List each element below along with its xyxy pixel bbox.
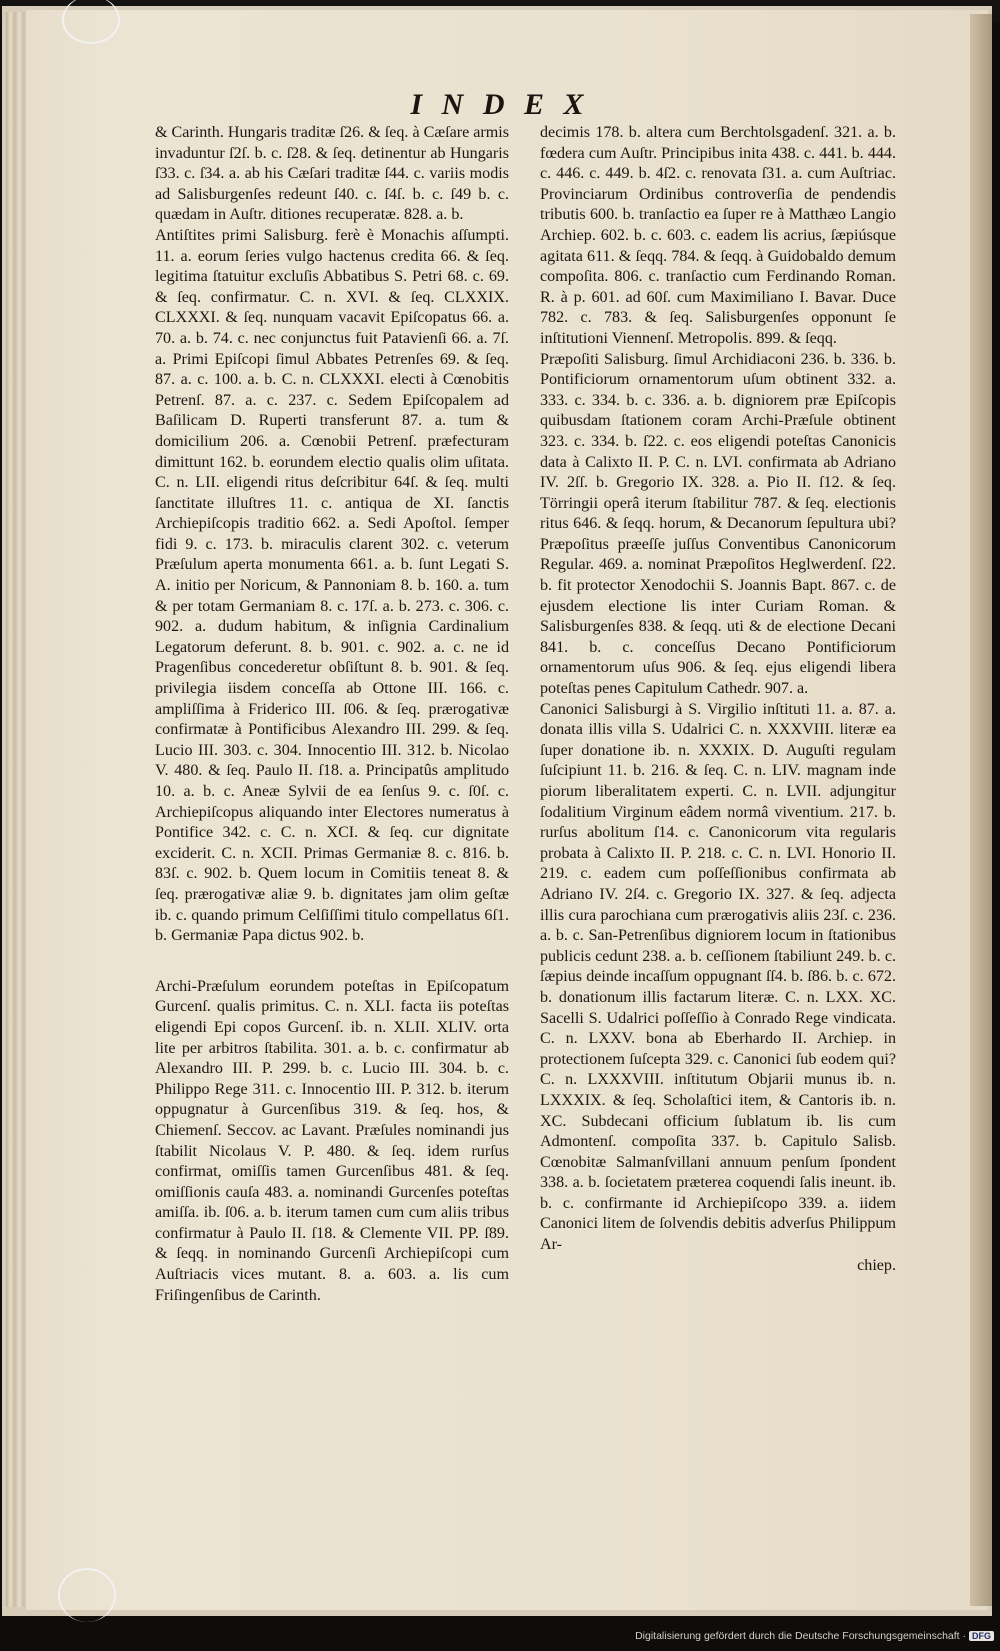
- left-column: [155, 123, 509, 1306]
- footer-text: Digitalisierung gefördert durch die Deutsche Forschungsgemeinschaft ·: [635, 1630, 966, 1642]
- dfg-logo: DFG: [969, 1631, 994, 1641]
- page-header: I N D E X: [410, 88, 590, 121]
- index-entry: & Carinth. Hungaris traditæ ſ26. & ſeq. à Cæſare armis invaduntur ſ2ſ. b. c. ſ28. & ſeq. detinentur ab Hungaris ſ33. c. ſ34. a. ab his Cæſari traditæ ſ44. c. variis modis ad Salisburgenſes redeunt ſ40. c. ſ4ſ. b. c. ſ49 b. c. quædam in Auſtr. ditiones recuperatæ. 828. a. b.: [155, 124, 509, 224]
- right-column: [540, 123, 896, 1276]
- catchword: chiep.: [857, 1256, 896, 1274]
- index-entry: decimis 178. b. altera cum Berchtolsgadenſ. 321. a. b. fœdera cum Auſtr. Principibus inita 438. c. 441. b. 444. c. 446. c. 449. b. 4ſ2. c. renovata ſ31. a. cum Auſtriac. Provinciarum Ordinibus controverſia de pendendis tributis 600. b. tranſactio ea ſuper re à Matthæo Langio Archiep. 602. b. c. 603. c. eadem lis acrius, ſæpiúsque agitata 611. & ſeqq. 784. & ſeqq. à Guidobaldo demum compoſita. 806. c. tranſactio cum Ferdinando Roman. R. à p. 601. ad 60ſ. cum Maximiliano I. Bavar. Duce 782. c. 783. & ſeq. Salisburgenſes opponunt ſe inſtitutioni Viennenſ. Metropolis. 899. & ſeqq.: [540, 124, 896, 347]
- page-stack-edge: [6, 12, 28, 1607]
- index-entry: Præpoſiti Salisburg. ſimul Archidiaconi 236. b. 336. b. Pontificiorum ornamentorum uſum obtinent 332. a. 333. c. 334. b. c. 336. a. b. digniorem præ Epiſcopis quibusdam ſtationem coram Archi-Præſule obtinent 323. c. 334. b. ſ22. c. eos eligendi poteſtas Canonicis data à Calixto II. P. C. n. LVI. confirmata ab Adriano IV. 2ſſ. b. Gregorio IX. 328. a. Pio II. ſ12. & ſeq. Törringii operâ iterum ſtabilitur 787. & ſeq. electionis ritus 646. & ſeqq. horum, & Decanorum ſepultura ubi? Præpoſitus præeſſe juſſus Conventibus Canonicorum Regular. 469. a. nominat Præpoſitos Heglwerdenſ. ſ22. b. fit protector Xenodochii S. Joannis Bapt. 867. c. de ejusdem electione lis inter Curiam Roman. & Salisburgenſes 838. & ſeqq. uti & de electione Decani 841. b. c. conceſſus Decano Pontificiorum ornamentorum uſus 906. & ſeq. ejus eligendi libera poteſtas penes Capitulum Cathedr. 907. a.: [540, 350, 896, 698]
- index-entry: Archi-Præſulum eorundem poteſtas in Epiſcopatum Gurcenſ. qualis primitus. C. n. XLI. facta iis poteſtas eligendi Epi copos Gurcenſ. ib. n. XLII. XLIV. orta lite per arbitros ſtabilita. 301. a. b. c. confirmatur ab Alexandro III. P. 299. b. c. Lucio III. 304. b. c. Philippo Rege 311. c. Innocentio III. P. 312. b. iterum oppugnatur à Gurcenſibus 319. & ſeq. hos, & Chiemenſ. Seccov. ac Lavant. Præſules nominandi jus ſtabilit Nicolaus V. P. 480. & ſeq. idem rurſus confirmat, omiſſis tamen Gurcenſibus 481. & ſeq. omiſſionis cauſa 483. a. nominandi Gurcenſes poteſtas amiſſa. ib. ſ06. a. b. iterum tamen cum cum aliis tribus confirmatur à Paulo II. ſ18. & Clemente VII. PP. ſ89. & ſeqq. in nominando Gurcenſi Archiepiſcopi cum Auſtriacis vices mutant. 8. a. 603. a. lis cum Friſingenſibus de Carinth.: [155, 977, 509, 1304]
- page-clip-bottom: [58, 1568, 116, 1622]
- page-fold: [970, 14, 992, 1606]
- index-entry: Canonici Salisburgi à S. Virgilio inſtituti 11. a. 87. a. donata illis villa S. Udalrici C. n. XXXVIII. literæ ea ſuper donatione ib. n. XXXIX. D. Auguſti regulam ſuſcipiunt 11. b. 216. & ſeq. C. n. LIV. magnam inde piorum liberalitatem experti. C. n. LVII. adjungitur ſodalitium Virginum eâdem normâ viventium. 217. b. rurſus abolitum ſ14. c. Canonicorum vita regularis probata à Calixto II. P. 218. c. C. n. LVI. Honorio II. 219. c. eadem cum poſſeſſionibus confirmata ab Adriano IV. 2ſ4. c. Gregorio IX. 327. & ſeq. adjecta illis cura parochiana cum prærogativis aliis 23ſ. c. 236. a. b. c. San-Petrenſibus digniorem locum in ſtationibus publicis cedunt 238. a. b. ceſſionem ſtabiliunt 249. b. c. ſæpius deinde incaſſum oppugnant ſſ4. b. ſ86. b. c. 672. b. donationum illis factarum literæ. C. n. LXX. XC. Sacelli S. Udalrici poſſeſſio à Conrado Rege vindicata. C. n. LXXV. bona ab Eberhardo II. Archiep. in protectionem ſuſcepta 329. c. Canonici ſub eodem qui? C. n. LXXXVIII. inſtitutum Objarii munus ib. n. LXXXIX. & ſeq. Scholaſtici item, & Cantoris ib. n. XC. Subdecani officium ſublatum ib. lis cum Admontenſ. compoſita 337. b. Capitulo Salisb. Cœnobitæ Salmanſvillani annuum penſum ſpondent 338. a. b. ſocietatem præterea coquendi ſalis ineunt. ib. b. c. confirmante id Archiepiſcopo 339. a. iidem Canonici litem de ſolvendis debitis adverſus Philippum Ar-: [540, 700, 896, 1254]
- footer-credit: [635, 1630, 994, 1642]
- index-entry: Antiſtites primi Salisburg. ferè è Monachis aſſumpti. 11. a. eorum ſeries vulgo hactenus credita 66. & ſeq. legitima ſtatuitur excluſis Abbatibus S. Petri 68. c. 69. & ſeq. confirmatur. C. n. XVI. & ſeq. CLXXIX. CLXXXI. & ſeq. nunquam vacavit Epiſcopatus 66. a. 70. a. b. 74. c. nec conjunctus fuit Patavienſi 66. a. 7ſ. a. Primi Epiſcopi ſimul Abbates Petrenſes 69. & ſeq. 87. a. c. 100. a. b. C. n. CLXXXI. electi à Cœnobitis Petrenſ. 87. a. c. 237. c. Sedem Epiſcopalem ad Baſilicam D. Ruperti transferunt 87. a. tum & domicilium 206. a. Cœnobii Petrenſ. præfecturam dimittunt 162. b. eorundem electio qualis olim uſitata. C. n. LII. eligendi ritus deſcribitur 64ſ. & ſeq. multi ſanctitate illuſtres 11. c. antiqua de XI. ſanctis Archiepiſcopis traditio 662. a. Sedi Apoſtol. ſemper fidi 9. c. 173. b. miraculis clarent 302. c. veterum Præſulum aperta monumenta 661. a. b. ſunt Legati S. A. initio per Noricum, & Pannoniam 8. b. 160. a. tum & per totam Germaniam 8. c. 17ſ. a. b. 273. c. 306. c. 902. a. dudum habitum, & inſignia Cardinalium Legatorum deferunt. 8. b. 901. c. 902. a. c. ne id Pragenſibus concederetur obſiſtunt 8. b. 901. & ſeq. privilegia iisdem conceſſa ab Ottone III. 166. c. ampliſſima à Friderico III. ſ06. & ſeq. prærogativæ confirmatæ à Pontificibus Alexandro III. 299. & ſeq. Lucio III. 303. c. 304. Innocentio III. 312. b. Nicolao V. 480. & ſeq. Paulo II. ſ18. a. Principatûs amplitudo 10. a. b. c. Aneæ Sylvii de ea ſenſus 9. c. ſ0ſ. c. Archiepiſcopus aliquando inter Electores numeratus à Pontifice 342. c. C. n. XCI. & ſeq. cur dignitate exciderit. C. n. XCII. Primas Germaniæ 8. c. 816. b. 83ſ. c. 902. b. Quem locum in Comitiis teneat 8. & ſeq. prærogativæ aliæ 9. b. dignitates jam olim geſtæ ib. c. quando primum Celſiſſimi titulo compellatus 6ſ1. b. Germaniæ Papa dictus 902. b.: [155, 226, 509, 945]
